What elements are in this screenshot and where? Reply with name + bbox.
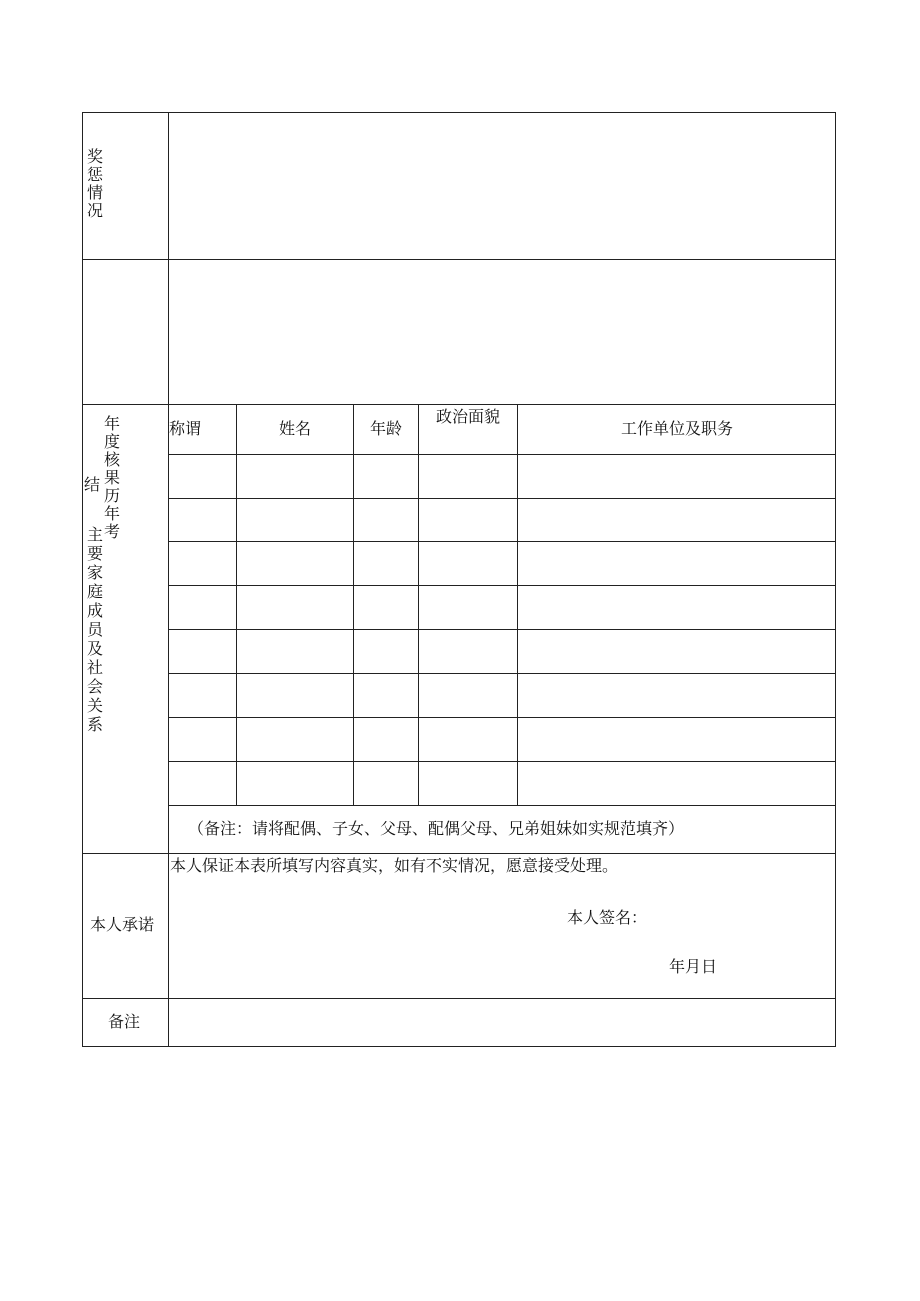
remarks-label: 备注 bbox=[108, 1012, 141, 1031]
header-political-status: 政治面貌 bbox=[435, 407, 500, 426]
family-table-column-rule bbox=[517, 404, 518, 805]
family-table-note: （备注：请将配偶、子女、父母、配偶父母、兄弟姐妹如实规范填齐） bbox=[188, 819, 685, 838]
section-divider bbox=[82, 998, 836, 999]
appraisal-label-second-column: 年 度 核 果 历 年 考 bbox=[103, 414, 120, 541]
family-table-rule bbox=[168, 717, 836, 718]
registration-form bbox=[82, 112, 836, 1047]
family-table-rule bbox=[168, 541, 836, 542]
form-border-right bbox=[835, 112, 836, 1047]
pledge-statement: 本人保证本表所填写内容真实，如有不实情况，愿意接受处理。 bbox=[170, 856, 619, 875]
form-border-bottom bbox=[82, 1046, 836, 1047]
family-relations-label: 主 要 家 庭 成 员 及 社 会 关 系 bbox=[86, 525, 103, 734]
family-table-rule bbox=[168, 454, 836, 455]
signature-label: 本人签名： bbox=[567, 908, 648, 927]
family-table-column-rule bbox=[236, 404, 237, 805]
label-column-divider bbox=[168, 112, 169, 1047]
section-divider bbox=[82, 404, 836, 405]
form-border-left bbox=[82, 112, 83, 1047]
rewards-label: 奖 惩 情 况 bbox=[86, 147, 103, 220]
family-table-column-rule bbox=[418, 404, 419, 805]
form-border-top bbox=[82, 112, 836, 113]
appraisal-label-first-column: 结 bbox=[83, 475, 100, 494]
family-table-rule bbox=[168, 629, 836, 630]
section-divider bbox=[82, 259, 836, 260]
pledge-label: 本人承诺 bbox=[90, 915, 155, 934]
family-table-rule bbox=[168, 585, 836, 586]
header-age: 年龄 bbox=[369, 419, 402, 438]
header-employer-position: 工作单位及职务 bbox=[620, 419, 733, 438]
family-table-rule bbox=[168, 761, 836, 762]
family-table-column-rule bbox=[353, 404, 354, 805]
section-divider bbox=[82, 853, 836, 854]
family-table-rule bbox=[168, 673, 836, 674]
header-name: 姓名 bbox=[278, 419, 311, 438]
header-relation: 称谓 bbox=[169, 419, 202, 438]
date-label: 年月日 bbox=[669, 957, 718, 976]
family-table-rule bbox=[168, 805, 836, 806]
family-table-rule bbox=[168, 498, 836, 499]
